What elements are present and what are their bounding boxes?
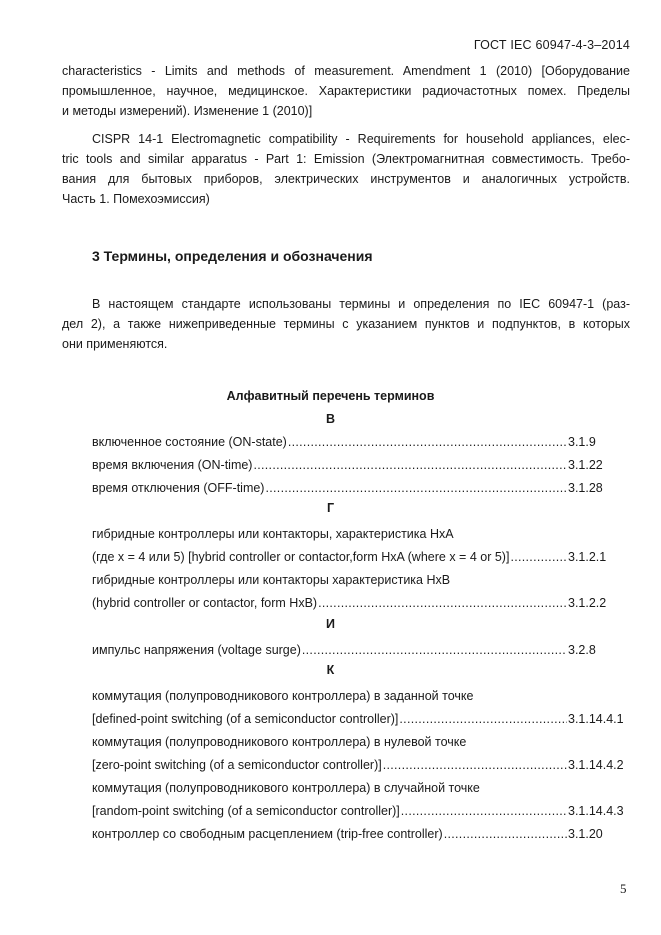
paragraph-line: вания для бытовых приборов, электрических инструментов и аналогичных устройств. bbox=[62, 172, 630, 186]
entry-term: время отключения (OFF-time) bbox=[92, 481, 265, 495]
entry-term: время включения (ON-time) bbox=[92, 458, 253, 472]
entry-term: коммутация (полупроводникового контроллера) в заданной точке bbox=[92, 689, 474, 703]
entry-ref: 3.1.28 bbox=[568, 481, 603, 495]
index-letter-k: К bbox=[326, 663, 335, 677]
paragraph-line: CISPR 14-1 Electromagnetic compatibility - Requirements for household appliances, elec- bbox=[92, 132, 630, 146]
entry-term: коммутация (полупроводникового контроллера) в нулевой точке bbox=[92, 735, 467, 749]
leader-dots bbox=[265, 478, 567, 498]
entry-term: коммутация (полупроводникового контроллера) в случайной точке bbox=[92, 781, 480, 795]
paragraph-line: дел 2), а также нижеприведенные термины с указанием пунктов и подпунктов, в которых bbox=[62, 317, 630, 331]
entry-ref: 3.1.2.1 bbox=[568, 550, 607, 564]
index-entry bbox=[92, 732, 612, 752]
entry-term: (hybrid controller or contactor, form HxB) bbox=[92, 596, 318, 610]
entry-term: [zero-point switching (of a semiconductor controller)] bbox=[92, 758, 382, 772]
leader-dots bbox=[302, 640, 567, 660]
entry-term: включенное состояние (ON-state) bbox=[92, 435, 287, 449]
entry-ref: 3.1.2.2 bbox=[568, 596, 607, 610]
index-caption: Алфавитный перечень терминов bbox=[226, 389, 435, 403]
index-letter-v: В bbox=[325, 412, 336, 426]
section-heading: 3 Термины, определения и обозначения bbox=[92, 248, 373, 264]
index-entry bbox=[92, 478, 612, 498]
leader-dots bbox=[383, 755, 567, 775]
entry-ref: 3.1.22 bbox=[568, 458, 603, 472]
index-entry bbox=[92, 432, 612, 452]
index-entry bbox=[92, 755, 624, 775]
index-entry bbox=[92, 593, 612, 613]
index-entry bbox=[92, 640, 612, 660]
index-letter-g: Г bbox=[326, 501, 335, 515]
index-entry bbox=[92, 686, 612, 706]
entry-ref: 3.1.20 bbox=[568, 827, 603, 841]
document-id-header: ГОСТ IEC 60947-4-3–2014 bbox=[473, 38, 630, 52]
intro-paragraph bbox=[62, 294, 630, 354]
paragraph-line: и методы измерений). Изменение 1 (2010)] bbox=[62, 104, 313, 118]
reference-paragraph-2 bbox=[62, 129, 630, 209]
entry-term: гибридные контроллеры или контакторы, характеристика HxA bbox=[92, 527, 454, 541]
leader-dots bbox=[288, 432, 567, 452]
paragraph-line: промышленное, научное, медицинское. Характеристики радиочастотных помех. Пределы bbox=[62, 84, 630, 98]
leader-dots bbox=[444, 824, 567, 844]
entry-term: импульс напряжения (voltage surge) bbox=[92, 643, 301, 657]
index-entry bbox=[92, 824, 612, 844]
entry-term: [defined-point switching (of a semiconductor controller)] bbox=[92, 712, 399, 726]
entry-term: [random-point switching (of a semiconductor controller)] bbox=[92, 804, 400, 818]
entry-term: (где x = 4 или 5) [hybrid controller or contactor,form HxA (where x = 4 or 5)] bbox=[92, 550, 510, 564]
leader-dots bbox=[399, 709, 567, 729]
entry-term: гибридные контроллеры или контакторы характеристика HxB bbox=[92, 573, 451, 587]
index-entry bbox=[92, 547, 612, 567]
entry-ref: 3.1.14.4.3 bbox=[568, 804, 624, 818]
paragraph-line: characteristics - Limits and methods of measurement. Amendment 1 (2010) [Оборудование bbox=[62, 64, 630, 78]
index-entry bbox=[92, 455, 612, 475]
index-entry bbox=[92, 570, 612, 590]
index-entry bbox=[92, 778, 612, 798]
leader-dots bbox=[401, 801, 567, 821]
paragraph-line: Часть 1. Помехоэмиссия) bbox=[62, 192, 210, 206]
index-entry bbox=[92, 801, 624, 821]
entry-ref: 3.2.8 bbox=[568, 643, 596, 657]
leader-dots bbox=[253, 455, 567, 475]
paragraph-line: В настоящем стандарте использованы термины и определения по IEC 60947-1 (раз- bbox=[92, 297, 630, 311]
entry-ref: 3.1.14.4.1 bbox=[568, 712, 624, 726]
paragraph-line: tric tools and similar apparatus - Part 1: Emission (Электромагнитная совместимость. Требо- bbox=[62, 152, 630, 166]
leader-dots bbox=[510, 547, 567, 567]
entry-ref: 3.1.9 bbox=[568, 435, 596, 449]
index-entry bbox=[92, 709, 624, 729]
index-entry bbox=[92, 524, 612, 544]
entry-ref: 3.1.14.4.2 bbox=[568, 758, 624, 772]
entry-term: контроллер со свободным расцеплением (trip-free controller) bbox=[92, 827, 443, 841]
leader-dots bbox=[318, 593, 567, 613]
reference-paragraph-1 bbox=[62, 61, 630, 121]
page-number: 5 bbox=[620, 881, 627, 896]
index-letter-i: И bbox=[326, 617, 335, 631]
paragraph-line: они применяются. bbox=[62, 337, 168, 351]
